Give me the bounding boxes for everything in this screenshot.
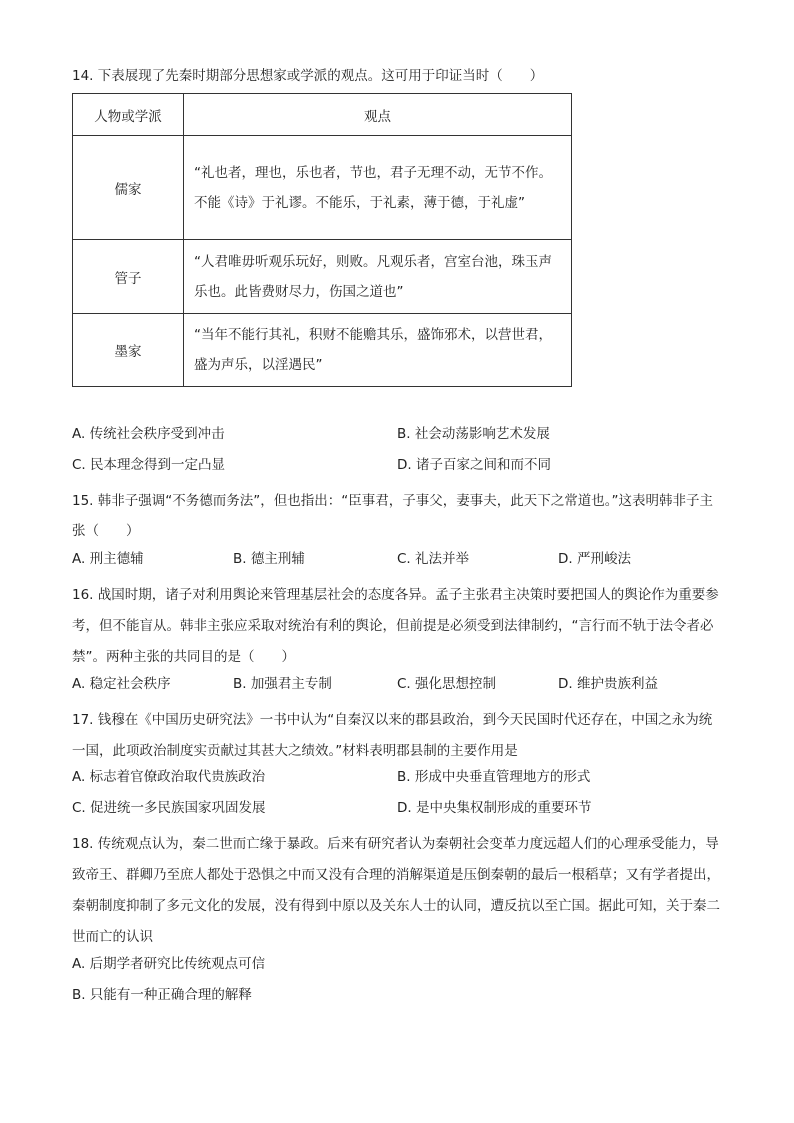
table-header-who: 人物或学派: [73, 94, 184, 136]
table-cell-who: 儒家: [73, 136, 184, 240]
q14-option-a[interactable]: A. 传统社会秩序受到冲击: [72, 426, 225, 442]
table-cell-who: 管子: [73, 240, 184, 314]
q18-option-a[interactable]: A. 后期学者研究比传统观点可信: [72, 956, 266, 972]
q17-option-c[interactable]: C. 促进统一多民族国家巩固发展: [72, 800, 266, 816]
table-cell-view: “礼也者，理也，乐也者，节也，君子无理不动，无节不作。不能《诗》于礼谬。不能乐，于礼素，薄于德，于礼虚”: [184, 136, 572, 240]
table-row: [73, 240, 572, 314]
q16-stem: 16. 战国时期，诸子对利用舆论来管理基层社会的态度各异。孟子主张君主决策时要把国人的舆论作为重要参考，但不能盲从。韩非主张应采取对统治有利的舆论，但前提是必须受到法律制约，“言行而不轨于法令者必禁”。两种主张的共同目的是（ ）: [72, 587, 719, 665]
q17-option-a[interactable]: A. 标志着官僚政治取代贵族政治: [72, 769, 266, 785]
q14-stem: 14. 下表展现了先秦时期部分思想家或学派的观点。这可用于印证当时（ ）: [72, 68, 544, 84]
q14-option-c[interactable]: C. 民本理念得到一定凸显: [72, 457, 226, 473]
q15-option-c[interactable]: C. 礼法并举: [397, 551, 470, 567]
q14-option-d[interactable]: D. 诸子百家之间和而不同: [397, 457, 551, 473]
q15-option-a[interactable]: A. 刑主德辅: [72, 551, 144, 567]
q18-option-b[interactable]: B. 只能有一种正确合理的解释: [72, 987, 252, 1003]
table-row: [73, 314, 572, 387]
q17-option-d[interactable]: D. 是中央集权制形成的重要环节: [397, 800, 592, 816]
table-cell-view: “人君唯毋听观乐玩好，则败。凡观乐者，宫室台池，珠玉声乐也。此皆费财尽力，伤国之道也”: [184, 240, 572, 314]
q16-option-c[interactable]: C. 强化思想控制: [397, 676, 497, 692]
q16-option-d[interactable]: D. 维护贵族利益: [558, 676, 658, 692]
q17-option-b[interactable]: B. 形成中央垂直管理地方的形式: [397, 769, 591, 785]
q17-stem: 17. 钱穆在《中国历史研究法》一书中认为“自秦汉以来的郡县政治，到今天民国时代还存在，中国之永为统一国，此项政治制度实贡献过其甚大之绩效。”材料表明郡县制的主要作用是: [72, 712, 713, 759]
q14-option-b[interactable]: B. 社会动荡影响艺术发展: [397, 426, 550, 442]
table-header-view: 观点: [184, 94, 572, 136]
q15-option-d[interactable]: D. 严刑峻法: [558, 551, 631, 567]
q16-option-b[interactable]: B. 加强君主专制: [233, 676, 332, 692]
q15-option-b[interactable]: B. 德主刑辅: [233, 551, 305, 567]
table-header-row: [73, 94, 572, 136]
q16-option-a[interactable]: A. 稳定社会秩序: [72, 676, 171, 692]
table-cell-view: “当年不能行其礼，积财不能赡其乐，盛饰邪术，以营世君，盛为声乐，以淫遇民”: [184, 314, 572, 387]
q14-table: [72, 93, 572, 387]
q18-stem: 18. 传统观点认为，秦二世而亡缘于暴政。后来有研究者认为秦朝社会变革力度远超人们的心理承受能力，导致帝王、群卿乃至庶人都处于恐惧之中而又没有合理的消解渠道是压倒秦朝的最后一根稻草；又有学者提出，秦朝制度抑制了多元文化的发展，没有得到中原以及关东人士的认同，遭反抗以至亡国。据此可知，关于秦二世而亡的认识: [72, 836, 720, 945]
table-cell-who: 墨家: [73, 314, 184, 387]
q15-stem: 15. 韩非子强调“不务德而务法”，但也指出：“臣事君，子事父，妻事夫，此天下之常道也。”这表明韩非子主张（ ）: [72, 493, 713, 539]
table-row: [73, 136, 572, 240]
